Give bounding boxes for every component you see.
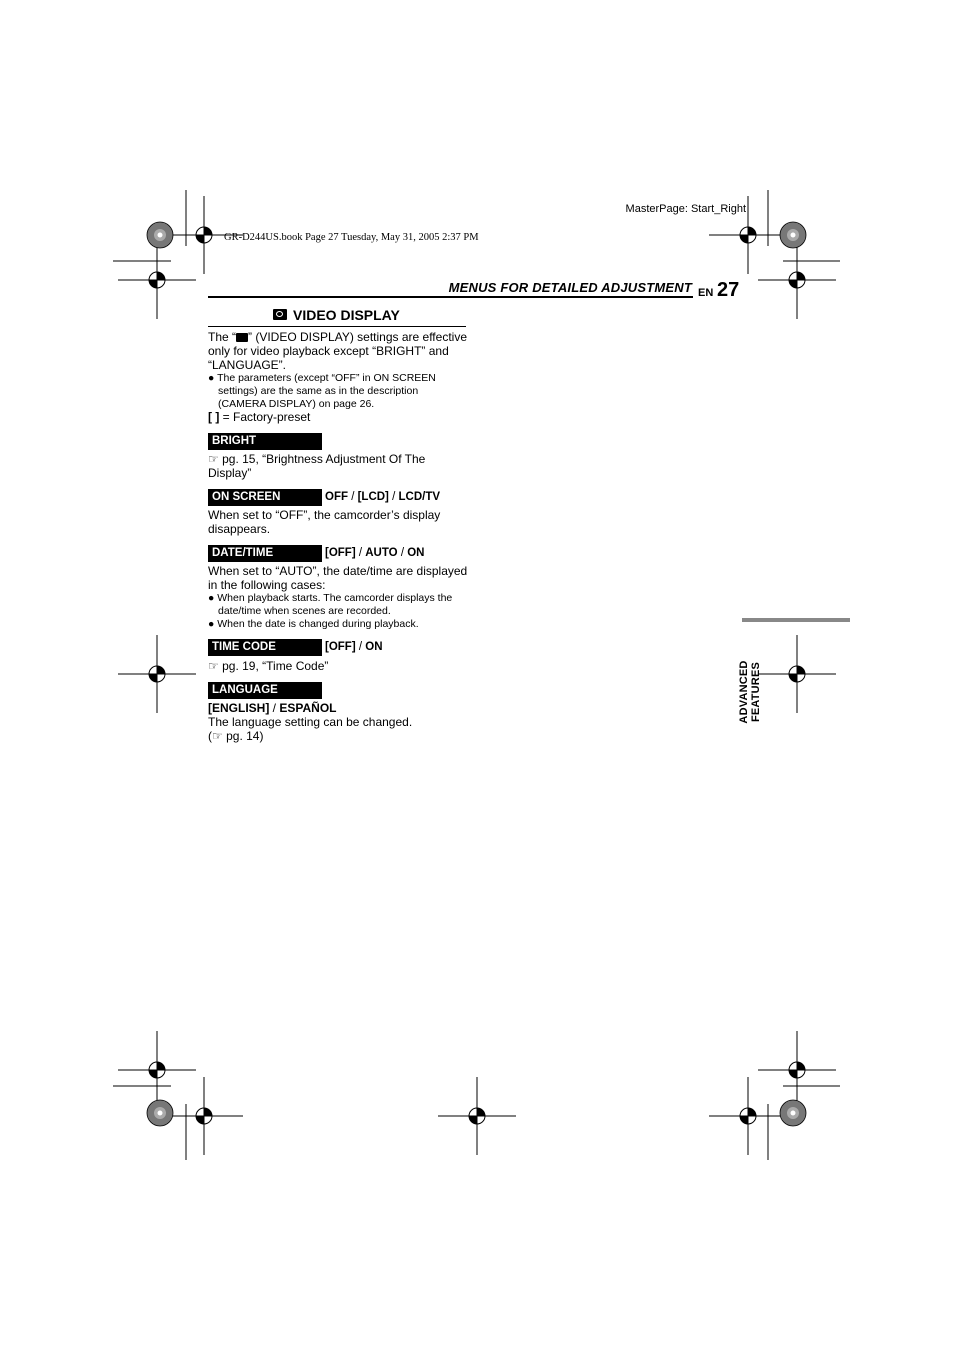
date-time-options: [OFF] / AUTO / ON	[325, 547, 425, 559]
date-time-bullet-1: ● When playback starts. The camcorder displays the date/time when scenes are recorded.	[208, 592, 453, 617]
bright-label: BRIGHT	[208, 433, 322, 450]
language-code: EN	[698, 287, 714, 299]
time-code-options: [OFF] / ON	[325, 641, 383, 653]
chapter-title: MENUS FOR DETAILED ADJUSTMENT	[448, 280, 692, 295]
page-number: 27	[717, 279, 740, 301]
section-note: ● The parameters (except “OFF” in ON SCREEN settings) are the same as in the description (CAMERA DISPLAY) on page 26.	[208, 372, 436, 410]
pointing-hand-icon: ☞	[212, 729, 223, 743]
section-title: VIDEO DISPLAY	[293, 307, 400, 323]
date-time-label: DATE/TIME	[208, 545, 322, 562]
video-display-icon	[273, 309, 287, 320]
factory-preset-legend: [ ] = Factory-preset	[208, 410, 311, 424]
pointing-hand-icon: ☞	[208, 452, 219, 466]
sidebar-divider	[742, 618, 850, 622]
bright-desc: ☞ pg. 15, “Brightness Adjustment Of The Display”	[208, 452, 426, 480]
time-code-desc: ☞ pg. 19, “Time Code”	[208, 659, 329, 673]
language-ref: (☞ pg. 14)	[208, 729, 264, 743]
on-screen-desc: When set to “OFF”, the camcorder’s display disappears.	[208, 508, 441, 536]
on-screen-options: OFF / [LCD] / LCD/TV	[325, 491, 441, 503]
pointing-hand-icon: ☞	[208, 659, 219, 673]
on-screen-label: ON SCREEN	[208, 489, 322, 506]
section-intro: The “ ” (VIDEO DISPLAY) settings are effective only for video playback except “BRIGHT” and “LANGUAGE”.	[208, 330, 467, 372]
language-desc: The language setting can be changed.	[208, 715, 413, 729]
language-options: [ENGLISH] / ESPAÑOL	[208, 701, 337, 715]
book-info-line: GR-D244US.book Page 27 Tuesday, May 31, 2005 2:37 PM	[224, 232, 479, 243]
sidebar-section-label: ADVANCED FEATURES	[738, 660, 762, 724]
date-time-desc: When set to “AUTO”, the date/time are displayed in the following cases:	[208, 564, 468, 592]
header-divider	[208, 296, 693, 298]
language-label: LANGUAGE	[208, 682, 322, 699]
time-code-label: TIME CODE	[208, 639, 322, 656]
master-page-label: MasterPage: Start_Right	[625, 203, 746, 215]
section-divider	[208, 326, 466, 327]
video-display-inline-icon	[236, 333, 248, 342]
date-time-bullet-2: ● When the date is changed during playback.	[208, 618, 419, 630]
